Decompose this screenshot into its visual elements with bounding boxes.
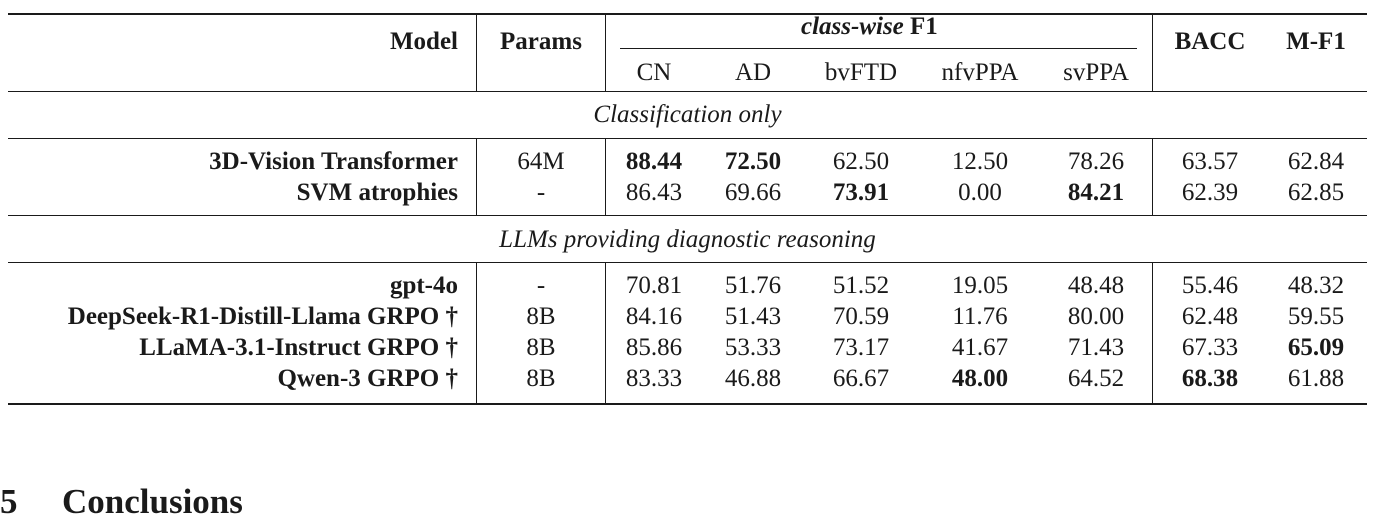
row-model: DeepSeek-R1-Distill-Llama GRPO † <box>67 303 458 330</box>
row-params: 8B <box>526 303 556 330</box>
header-class-bvftd: bvFTD <box>824 59 898 86</box>
cell-nfvppa: 0.00 <box>958 179 1002 206</box>
header-class-svppa: svPPA <box>1063 59 1129 86</box>
row-model: Qwen-3 GRPO † <box>277 365 458 392</box>
cell-bacc: 62.48 <box>1181 303 1239 330</box>
cell-mf1: 62.85 <box>1287 179 1345 206</box>
cell-bvftd: 70.59 <box>832 303 890 330</box>
cell-nfvppa: 12.50 <box>951 148 1009 175</box>
vsep-model-s1 <box>476 138 477 215</box>
row-model: gpt-4o <box>389 272 458 299</box>
cell-bvftd: 73.17 <box>832 334 890 361</box>
cell-mf1: 61.88 <box>1287 365 1345 392</box>
row-params: - <box>536 179 546 206</box>
cell-bacc: 62.39 <box>1181 179 1239 206</box>
header-classwise <box>801 12 938 42</box>
row-model: SVM atrophies <box>296 179 458 206</box>
header-class-cn: CN <box>636 59 672 86</box>
row-model: LLaMA-3.1-Instruct GRPO † <box>139 334 458 361</box>
row-params: 8B <box>526 365 556 392</box>
cell-bvftd: 66.67 <box>832 365 890 392</box>
cell-cn: 85.86 <box>625 334 683 361</box>
classwise-underline <box>620 48 1137 49</box>
cell-bvftd: 73.91 <box>832 179 890 206</box>
cell-nfvppa: 41.67 <box>951 334 1009 361</box>
cell-ad: 51.43 <box>724 303 782 330</box>
table-top-rule <box>8 13 1367 15</box>
cell-mf1: 48.32 <box>1287 272 1345 299</box>
header-model: Model <box>389 28 458 55</box>
cell-mf1: 62.84 <box>1287 148 1345 175</box>
cell-svppa: 64.52 <box>1067 365 1125 392</box>
header-bacc: BACC <box>1174 28 1246 55</box>
row-params: 64M <box>517 148 565 175</box>
header-classwise-f1: F1 <box>910 13 938 40</box>
section-title: LLMs providing diagnostic reasoning <box>499 226 876 253</box>
cell-bvftd: 51.52 <box>832 272 890 299</box>
cell-cn: 84.16 <box>625 303 683 330</box>
cell-ad: 51.76 <box>724 272 782 299</box>
cell-nfvppa: 48.00 <box>951 365 1009 392</box>
row-params: 8B <box>526 334 556 361</box>
cell-ad: 46.88 <box>724 365 782 392</box>
cell-nfvppa: 11.76 <box>952 303 1008 330</box>
cell-cn: 86.43 <box>625 179 683 206</box>
cell-ad: 72.50 <box>724 148 782 175</box>
header-class-nfvppa: nfvPPA <box>941 59 1019 86</box>
header-bottom-rule <box>8 91 1367 92</box>
cell-ad: 69.66 <box>724 179 782 206</box>
vsep-model-s2 <box>476 262 477 403</box>
cell-cn: 88.44 <box>625 148 683 175</box>
vsep-model-header <box>476 13 477 91</box>
section-number: 5 <box>0 482 18 521</box>
section1-title-rule <box>8 138 1367 139</box>
section-heading <box>0 482 243 522</box>
cell-svppa: 84.21 <box>1067 179 1125 206</box>
row-model: 3D-Vision Transformer <box>209 148 458 175</box>
header-class-ad: AD <box>734 59 772 86</box>
cell-ad: 53.33 <box>724 334 782 361</box>
cell-bacc: 63.57 <box>1181 148 1239 175</box>
cell-svppa: 48.48 <box>1067 272 1125 299</box>
cell-bacc: 67.33 <box>1181 334 1239 361</box>
table-bottom-rule <box>8 403 1367 405</box>
cell-bacc: 68.38 <box>1181 365 1239 392</box>
cell-cn: 83.33 <box>625 365 683 392</box>
header-mf1: M-F1 <box>1286 28 1346 55</box>
cell-bacc: 55.46 <box>1181 272 1239 299</box>
cell-bvftd: 62.50 <box>832 148 890 175</box>
header-classwise-italic: class-wise <box>801 13 904 40</box>
cell-cn: 70.81 <box>625 272 683 299</box>
cell-svppa: 71.43 <box>1067 334 1125 361</box>
cell-svppa: 80.00 <box>1067 303 1125 330</box>
section-title: Classification only <box>593 101 782 128</box>
section2-title-rule <box>8 262 1367 263</box>
section1-end-rule <box>8 215 1367 216</box>
cell-mf1: 59.55 <box>1287 303 1345 330</box>
header-params: Params <box>500 28 582 55</box>
row-params: - <box>536 272 546 299</box>
cell-svppa: 78.26 <box>1067 148 1125 175</box>
cell-nfvppa: 19.05 <box>951 272 1009 299</box>
cell-mf1: 65.09 <box>1287 334 1345 361</box>
section-heading-title: Conclusions <box>62 482 243 521</box>
